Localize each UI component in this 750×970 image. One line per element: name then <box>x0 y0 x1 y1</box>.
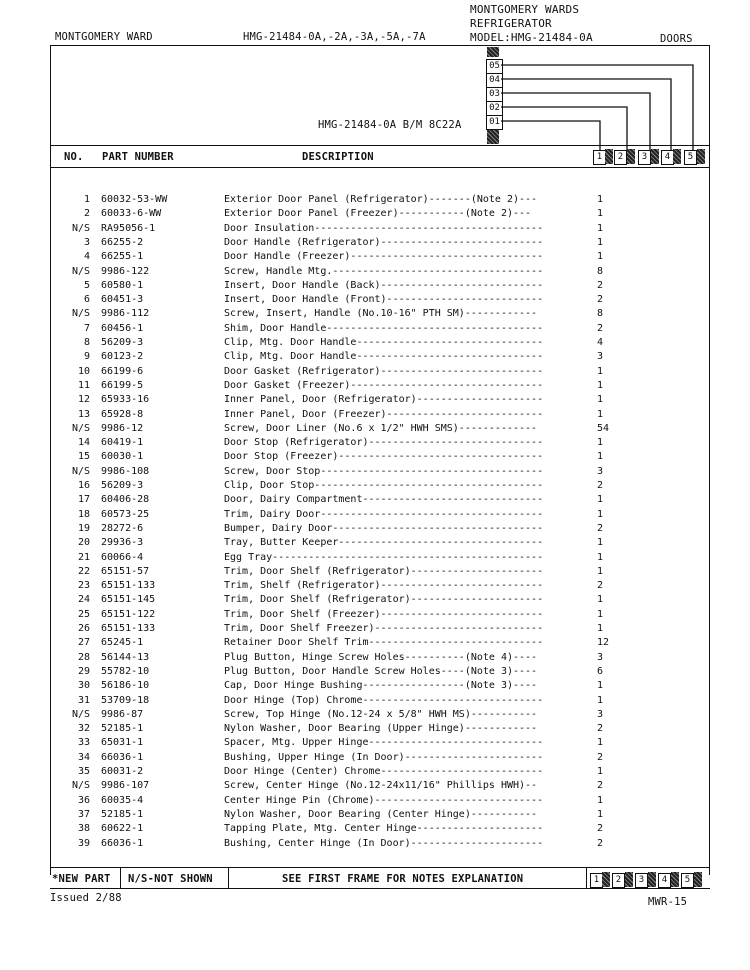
part-description: Spacer, Mtg. Upper Hinge----------------------------- <box>224 737 544 749</box>
quantity: 1 <box>597 208 604 220</box>
shade-block <box>694 872 702 887</box>
part-description: Insert, Door Handle (Front)-------------------------- <box>224 294 544 306</box>
part-description: Screw, Door Stop------------------------------------- <box>224 465 544 477</box>
row-number: 39 <box>77 837 90 849</box>
part-description: Clip, Mtg. Door Handle------------------------------- <box>224 337 544 348</box>
row-number: N/S <box>71 222 90 234</box>
part-description: Clip, Mtg. Door Handle------------------------------- <box>224 351 544 363</box>
frame-label-03: 03 <box>486 87 503 102</box>
row-number: 29 <box>77 665 90 677</box>
title-line-3: MODEL:HMG-21484-0A <box>470 31 593 44</box>
part-description: Trim, Door Shelf Freezer)---------------------------- <box>224 623 544 634</box>
part-description: Nylon Washer, Door Bearing (Upper Hinge)------------ <box>224 723 538 735</box>
quantity: 1 <box>597 680 604 692</box>
row-number: 24 <box>77 594 90 606</box>
shade-block <box>671 872 679 887</box>
shade-block <box>651 149 659 164</box>
shade-block <box>602 872 610 887</box>
quantity: 4 <box>597 337 604 348</box>
part-description: Door Insulation-------------------------------------- <box>224 222 544 234</box>
row-number: 37 <box>77 808 90 820</box>
table-row <box>0 436 750 450</box>
table-row <box>0 207 750 221</box>
col-desc-header: DESCRIPTION <box>302 151 374 163</box>
table-row <box>0 508 750 522</box>
title-line-1: MONTGOMERY WARDS <box>470 3 580 16</box>
part-description: Inner Panel, Door (Refrigerator)--------------------- <box>224 394 544 406</box>
quantity: 6 <box>597 665 604 677</box>
part-description: Screw, Insert, Handle (No.10-16" PTH SM)------------ <box>224 308 538 320</box>
quantity: 2 <box>597 322 604 334</box>
part-number: 28272-6 <box>101 522 144 534</box>
brand-label: MONTGOMERY WARD <box>55 31 153 43</box>
row-number: 33 <box>77 737 90 749</box>
part-number: 60031-2 <box>101 766 144 777</box>
part-number: 66199-5 <box>101 379 144 391</box>
col-number-2: 2 <box>614 150 627 165</box>
quantity: 1 <box>597 766 604 777</box>
row-number: 5 <box>83 279 90 291</box>
table-row <box>0 665 750 679</box>
quantity: 1 <box>597 451 604 463</box>
col-header-bottom-rule <box>50 167 710 168</box>
part-number: 56144-13 <box>101 651 150 663</box>
part-number: 60032-53-WW <box>101 194 168 205</box>
table-row <box>0 736 750 750</box>
part-description: Door Gasket (Refrigerator)--------------------------- <box>224 365 544 377</box>
frame-label-05: 05 <box>486 59 503 74</box>
table-row <box>0 422 750 436</box>
row-number: N/S <box>71 780 90 792</box>
table-row <box>0 379 750 393</box>
shade-block <box>625 872 633 887</box>
quantity: 2 <box>597 279 604 291</box>
table-row <box>0 279 750 293</box>
frame-label-01: 01 <box>486 115 503 130</box>
part-description: Trim, Dairy Door------------------------------------- <box>224 508 544 520</box>
part-description: Bushing, Center Hinge (In Door)---------------------- <box>224 837 544 849</box>
part-description: Plug Button, Door Handle Screw Holes----(Note 3)---- <box>224 665 538 677</box>
row-number: 9 <box>83 351 90 363</box>
table-row <box>0 636 750 650</box>
row-number: 1 <box>83 194 90 205</box>
row-number: 10 <box>77 365 90 377</box>
quantity: 2 <box>597 837 604 849</box>
part-description: Insert, Door Handle (Back)--------------------------- <box>224 279 544 291</box>
part-number: 60573-25 <box>101 508 150 520</box>
table-row <box>0 779 750 793</box>
row-number: 38 <box>77 823 90 835</box>
part-number: 9986-112 <box>101 308 150 320</box>
issued-date: Issued 2/88 <box>50 892 122 904</box>
part-number: 56209-3 <box>101 480 144 491</box>
part-description: Screw, Handle Mtg.----------------------------------- <box>224 265 544 277</box>
quantity: 2 <box>597 522 604 534</box>
part-description: Bumper, Dairy Door----------------------------------- <box>224 522 544 534</box>
quantity: 1 <box>597 437 604 449</box>
quantity: 12 <box>597 637 610 649</box>
footer-top-rule <box>50 867 710 868</box>
table-row <box>0 222 750 236</box>
part-description: Door Handle (Refrigerator)--------------------------- <box>224 236 544 248</box>
part-number: 60406-28 <box>101 494 150 506</box>
col-header-top-rule <box>50 145 710 146</box>
part-description: Screw, Center Hinge (No.12-24x11/16" Phillips HWH)-- <box>224 780 538 792</box>
part-number: 56186-10 <box>101 680 150 692</box>
part-number: 9986-108 <box>101 465 150 477</box>
table-row <box>0 193 750 207</box>
part-description: Trim, Door Shelf (Refrigerator)---------------------- <box>224 565 544 577</box>
table-row <box>0 450 750 464</box>
table-row <box>0 608 750 622</box>
quantity: 2 <box>597 823 604 835</box>
table-row <box>0 365 750 379</box>
part-number: 60066-4 <box>101 551 144 563</box>
row-number: 4 <box>83 251 90 263</box>
quantity: 1 <box>597 565 604 577</box>
row-number: 21 <box>77 551 90 563</box>
part-description: Trim, Door Shelf (Freezer)--------------------------- <box>224 608 544 620</box>
footer-divider <box>586 867 587 889</box>
quantity: 1 <box>597 594 604 606</box>
quantity: 2 <box>597 480 604 491</box>
part-number: 65031-1 <box>101 737 144 749</box>
part-description: Trim, Shelf (Refrigerator)--------------------------- <box>224 580 544 592</box>
table-row <box>0 651 750 665</box>
row-number: 32 <box>77 723 90 735</box>
row-number: 25 <box>77 608 90 620</box>
part-description: Clip, Door Stop-------------------------------------- <box>224 480 544 491</box>
bm-code: HMG-21484-0A B/M 8C22A <box>318 119 462 131</box>
part-description: Door Stop (Freezer)---------------------------------- <box>224 451 544 463</box>
quantity: 1 <box>597 794 604 806</box>
part-number: 53709-18 <box>101 694 150 706</box>
row-number: 6 <box>83 294 90 306</box>
quantity: 1 <box>597 394 604 406</box>
row-number: 20 <box>77 537 90 549</box>
row-number: 12 <box>77 394 90 406</box>
part-number: 9986-122 <box>101 265 150 277</box>
part-description: Door Hinge (Top) Chrome------------------------------ <box>224 694 544 706</box>
part-number: 65151-145 <box>101 594 156 606</box>
row-number: 3 <box>83 236 90 248</box>
row-number: 23 <box>77 580 90 592</box>
row-number: 17 <box>77 494 90 506</box>
table-row <box>0 622 750 636</box>
row-number: 7 <box>83 322 90 334</box>
table-row <box>0 808 750 822</box>
part-number: 52185-1 <box>101 808 144 820</box>
quantity: 1 <box>597 737 604 749</box>
table-row <box>0 579 750 593</box>
row-number: 11 <box>77 379 90 391</box>
part-number: 66255-2 <box>101 236 144 248</box>
table-row <box>0 236 750 250</box>
table-row <box>0 794 750 808</box>
quantity: 3 <box>597 708 604 720</box>
table-row <box>0 694 750 708</box>
shade-block <box>673 149 681 164</box>
table-row <box>0 479 750 493</box>
quantity: 1 <box>597 608 604 620</box>
part-description: Center Hinge Pin (Chrome)---------------------------- <box>224 794 544 806</box>
shade-block <box>697 149 705 164</box>
quantity: 1 <box>597 494 604 506</box>
part-number: 65933-16 <box>101 394 150 406</box>
table-row <box>0 307 750 321</box>
shade-block <box>648 872 656 887</box>
table-row <box>0 350 750 364</box>
part-description: Egg Tray--------------------------------------------- <box>224 551 544 563</box>
row-number: 8 <box>83 337 90 348</box>
title-line-2: REFRIGERATOR <box>470 17 552 30</box>
part-description: Cap, Door Hinge Bushing-----------------(Note 3)---- <box>224 680 538 692</box>
part-description: Door Hinge (Center) Chrome--------------------------- <box>224 766 544 777</box>
row-number: 14 <box>77 437 90 449</box>
row-number: 16 <box>77 480 90 491</box>
part-description: Bushing, Upper Hinge (In Door)----------------------- <box>224 751 544 763</box>
table-row <box>0 822 750 836</box>
table-row <box>0 293 750 307</box>
table-row <box>0 708 750 722</box>
part-description: Screw, Top Hinge (No.12-24 x 5/8" HWH MS)----------- <box>224 708 538 720</box>
quantity: 1 <box>597 236 604 248</box>
part-number: 60451-3 <box>101 294 144 306</box>
footer-bottom-rule <box>50 888 710 889</box>
part-description: Plug Button, Hinge Screw Holes----------(Note 4)---- <box>224 651 538 663</box>
quantity: 1 <box>597 551 604 563</box>
quantity: 54 <box>597 422 610 434</box>
table-row <box>0 593 750 607</box>
quantity: 2 <box>597 780 604 792</box>
row-number: N/S <box>71 708 90 720</box>
row-number: 34 <box>77 751 90 763</box>
quantity: 2 <box>597 751 604 763</box>
part-number: 29936-3 <box>101 537 144 549</box>
quantity: 2 <box>597 294 604 306</box>
part-number: 9986-87 <box>101 708 144 720</box>
row-number: 31 <box>77 694 90 706</box>
row-number: 2 <box>83 208 90 220</box>
row-number: 22 <box>77 565 90 577</box>
frame-label-02: 02 <box>486 101 503 116</box>
part-number: RA95056-1 <box>101 222 156 234</box>
quantity: 8 <box>597 308 604 320</box>
quantity: 1 <box>597 623 604 634</box>
part-number: 9986-107 <box>101 780 150 792</box>
col-number-2: 2 <box>612 873 625 888</box>
part-number: 9986-12 <box>101 422 144 434</box>
quantity: 1 <box>597 365 604 377</box>
col-number-4: 4 <box>658 873 671 888</box>
col-part-header: PART NUMBER <box>102 151 174 163</box>
row-number: N/S <box>71 308 90 320</box>
table-row <box>0 765 750 779</box>
part-number: 55782-10 <box>101 665 150 677</box>
part-description: Trim, Door Shelf (Refrigerator)---------------------- <box>224 594 544 606</box>
section-label: DOORS <box>660 33 693 45</box>
table-row <box>0 322 750 336</box>
col-number-3: 3 <box>638 150 651 165</box>
quantity: 1 <box>597 408 604 420</box>
footer-new-part: *NEW PART <box>52 873 111 885</box>
row-number: 30 <box>77 680 90 692</box>
part-description: Door Handle (Freezer)-------------------------------- <box>224 251 544 263</box>
part-description: Screw, Door Liner (No.6 x 1/2" HWH SMS)------------- <box>224 422 538 434</box>
table-row <box>0 551 750 565</box>
quantity: 3 <box>597 351 604 363</box>
quantity: 1 <box>597 379 604 391</box>
row-number: 35 <box>77 766 90 777</box>
quantity: 1 <box>597 194 604 205</box>
part-number: 65928-8 <box>101 408 144 420</box>
row-number: 27 <box>77 637 90 649</box>
table-row <box>0 265 750 279</box>
table-row <box>0 250 750 264</box>
part-description: Shim, Door Handle------------------------------------ <box>224 322 544 334</box>
table-row <box>0 522 750 536</box>
part-number: 65245-1 <box>101 637 144 649</box>
part-number: 60622-1 <box>101 823 144 835</box>
part-description: Retainer Door Shelf Trim----------------------------- <box>224 637 544 649</box>
part-number: 56209-3 <box>101 337 144 348</box>
shade-block <box>605 149 613 164</box>
row-number: N/S <box>71 465 90 477</box>
part-description: Exterior Door Panel (Refrigerator)-------(Note 2)--- <box>224 194 538 205</box>
part-number: 60419-1 <box>101 437 144 449</box>
col-number-5: 5 <box>684 150 697 165</box>
col-number-1: 1 <box>593 150 606 165</box>
part-description: Tapping Plate, Mtg. Center Hinge--------------------- <box>224 823 544 835</box>
row-number: 15 <box>77 451 90 463</box>
quantity: 2 <box>597 723 604 735</box>
part-number: 66036-1 <box>101 751 144 763</box>
footer-not-shown: N/S-NOT SHOWN <box>128 873 213 885</box>
col-no-header: NO. <box>64 151 84 163</box>
col-number-1: 1 <box>590 873 603 888</box>
part-number: 65151-57 <box>101 565 150 577</box>
part-number: 65151-133 <box>101 623 156 634</box>
quantity: 1 <box>597 537 604 549</box>
table-row <box>0 408 750 422</box>
part-description: Door Stop (Refrigerator)----------------------------- <box>224 437 544 449</box>
col-number-3: 3 <box>635 873 648 888</box>
row-number: 28 <box>77 651 90 663</box>
part-number: 60030-1 <box>101 451 144 463</box>
col-number-4: 4 <box>661 150 674 165</box>
part-description: Inner Panel, Door (Freezer)-------------------------- <box>224 408 544 420</box>
table-row <box>0 536 750 550</box>
part-number: 65151-122 <box>101 608 156 620</box>
table-row <box>0 837 750 851</box>
part-number: 60033-6-WW <box>101 208 162 220</box>
part-description: Exterior Door Panel (Freezer)-----------(Note 2)--- <box>224 208 532 220</box>
col-number-5: 5 <box>681 873 694 888</box>
part-number: 65151-133 <box>101 580 156 592</box>
table-row <box>0 722 750 736</box>
quantity: 1 <box>597 508 604 520</box>
table-row <box>0 336 750 350</box>
part-description: Tray, Butter Keeper---------------------------------- <box>224 537 544 549</box>
quantity: 1 <box>597 251 604 263</box>
table-row <box>0 493 750 507</box>
part-description: Door Gasket (Freezer)-------------------------------- <box>224 379 544 391</box>
frame-label-04: 04 <box>486 73 503 88</box>
part-number: 60035-4 <box>101 794 144 806</box>
row-number: 19 <box>77 522 90 534</box>
row-number: 26 <box>77 623 90 634</box>
quantity: 1 <box>597 694 604 706</box>
table-row <box>0 565 750 579</box>
row-number: 18 <box>77 508 90 520</box>
row-number: 13 <box>77 408 90 420</box>
part-number: 52185-1 <box>101 723 144 735</box>
quantity: 8 <box>597 265 604 277</box>
quantity: 1 <box>597 808 604 820</box>
quantity: 1 <box>597 222 604 234</box>
table-row <box>0 679 750 693</box>
part-number: 60456-1 <box>101 322 144 334</box>
part-number: 66199-6 <box>101 365 144 377</box>
part-number: 66255-1 <box>101 251 144 263</box>
table-row <box>0 751 750 765</box>
models-label: HMG-21484-0A,-2A,-3A,-5A,-7A <box>243 31 426 43</box>
quantity: 3 <box>597 651 604 663</box>
row-number: 36 <box>77 794 90 806</box>
shade-block <box>627 149 635 164</box>
part-number: 60580-1 <box>101 279 144 291</box>
footer-note: SEE FIRST FRAME FOR NOTES EXPLANATION <box>282 873 524 885</box>
footer-divider <box>228 867 229 889</box>
quantity: 3 <box>597 465 604 477</box>
page-code: MWR-15 <box>648 896 688 908</box>
table-row <box>0 393 750 407</box>
table-row <box>0 465 750 479</box>
part-number: 66036-1 <box>101 837 144 849</box>
part-description: Door, Dairy Compartment------------------------------ <box>224 494 544 506</box>
part-number: 60123-2 <box>101 351 144 363</box>
part-description: Nylon Washer, Door Bearing (Center Hinge)----------- <box>224 808 538 820</box>
row-number: N/S <box>71 422 90 434</box>
footer-divider <box>120 867 121 889</box>
row-number: N/S <box>71 265 90 277</box>
quantity: 2 <box>597 580 604 592</box>
